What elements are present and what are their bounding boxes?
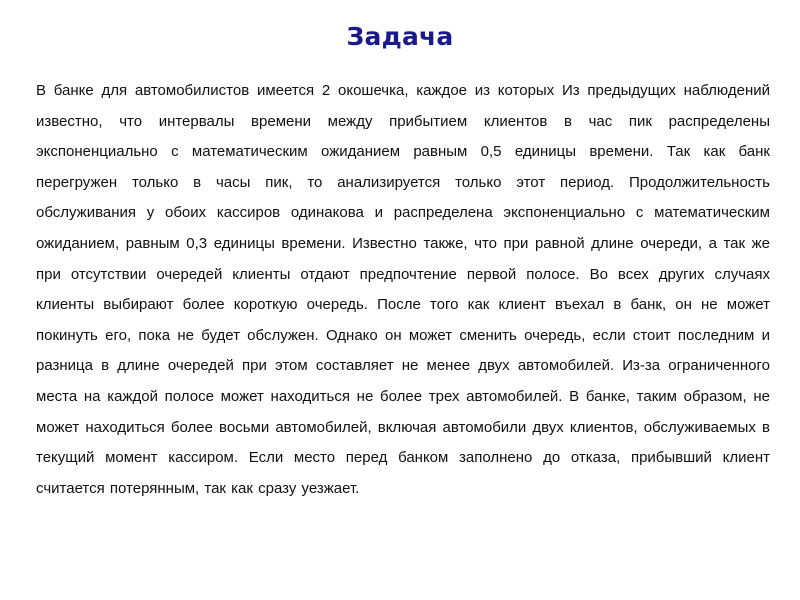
slide-title: Задача bbox=[346, 22, 454, 51]
task-paragraph: В банке для автомобилистов имеется 2 окошечка, каждое из которых Из предыдущих наблюдений известно, что интервалы времени между прибытием клиентов в час пик распределены экспоненциально с математическим ожиданием равным 0,5 единицы времени. Так как банк перегружен только в часы пик, то анализируется только этот период. Продолжительность обслуживания у обоих кассиров одинакова и распределена экспоненциально с математическим ожиданием, равным 0,3 единицы времени. Известно также, что при равной длине очереди, а так же при отсутствии очередей клиенты отдают предпочтение первой полосе. Во всех других случаях клиенты выбирают более короткую очередь. После того как клиент въехал в банк, он не может покинуть его, пока не будет обслужен. Однако он может сменить очередь, если стоит последним и разница в длине очередей при этом составляет не менее двух автомобилей. Из-за ограниченного места на каждой полосе может находиться не более трех автомобилей. В банке, таким образом, не может находиться более восьми автомобилей, включая автомобили двух клиентов, обслуживаемых в текущий момент кассиром. Если место перед банком заполнено до отказа, прибывший клиент считается потерянным, так как сразу уезжает. bbox=[36, 82, 770, 497]
